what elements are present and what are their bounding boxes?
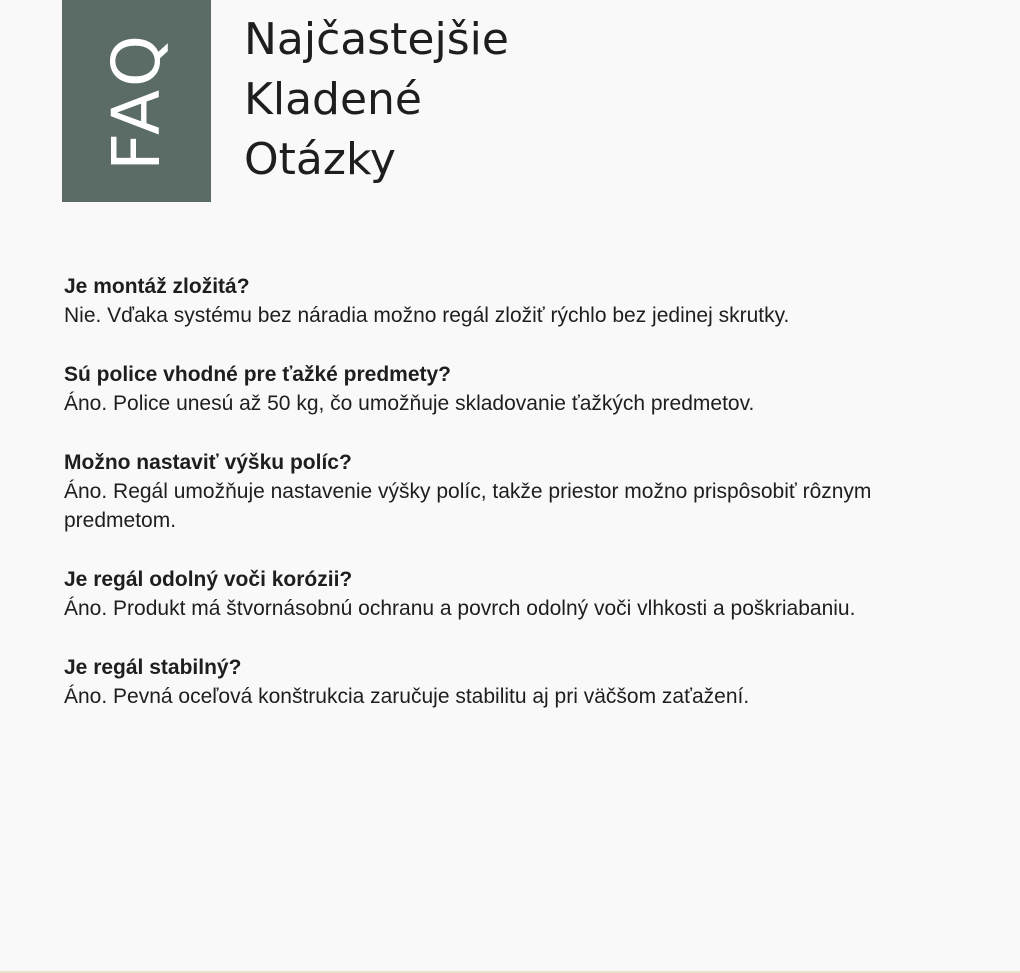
faq-question: Je regál stabilný? bbox=[64, 656, 242, 679]
page-title bbox=[244, 10, 509, 190]
faq-badge bbox=[62, 0, 211, 202]
faq-answer: Áno. Police unesú až 50 kg, čo umožňuje skladovanie ťažkých predmetov. bbox=[64, 392, 755, 415]
faq-question: Sú police vhodné pre ťažké predmety? bbox=[64, 363, 451, 386]
faq-item bbox=[64, 360, 964, 418]
faq-list bbox=[64, 272, 964, 741]
faq-item bbox=[64, 448, 964, 535]
page-title-line-3: Otázky bbox=[244, 134, 396, 185]
faq-item bbox=[64, 272, 964, 330]
faq-badge-label: FAQ bbox=[97, 31, 175, 171]
faq-question: Možno nastaviť výšku políc? bbox=[64, 451, 352, 474]
faq-item bbox=[64, 653, 964, 711]
faq-answer: Áno. Produkt má štvornásobnú ochranu a povrch odolný voči vlhkosti a poškriabaniu. bbox=[64, 597, 856, 620]
faq-question: Je regál odolný voči korózii? bbox=[64, 568, 353, 591]
faq-answer: Áno. Regál umožňuje nastavenie výšky políc, takže priestor možno prispôsobiť rôznym predmetom. bbox=[64, 480, 872, 532]
faq-answer: Áno. Pevná oceľová konštrukcia zaručuje stabilitu aj pri väčšom zaťažení. bbox=[64, 685, 750, 708]
faq-question: Je montáž zložitá? bbox=[64, 275, 250, 298]
page-title-line-2: Kladené bbox=[244, 74, 422, 125]
page-title-line-1: Najčastejšie bbox=[244, 14, 509, 65]
faq-item bbox=[64, 565, 964, 623]
faq-answer: Nie. Vďaka systému bez náradia možno regál zložiť rýchlo bez jedinej skrutky. bbox=[64, 304, 790, 327]
